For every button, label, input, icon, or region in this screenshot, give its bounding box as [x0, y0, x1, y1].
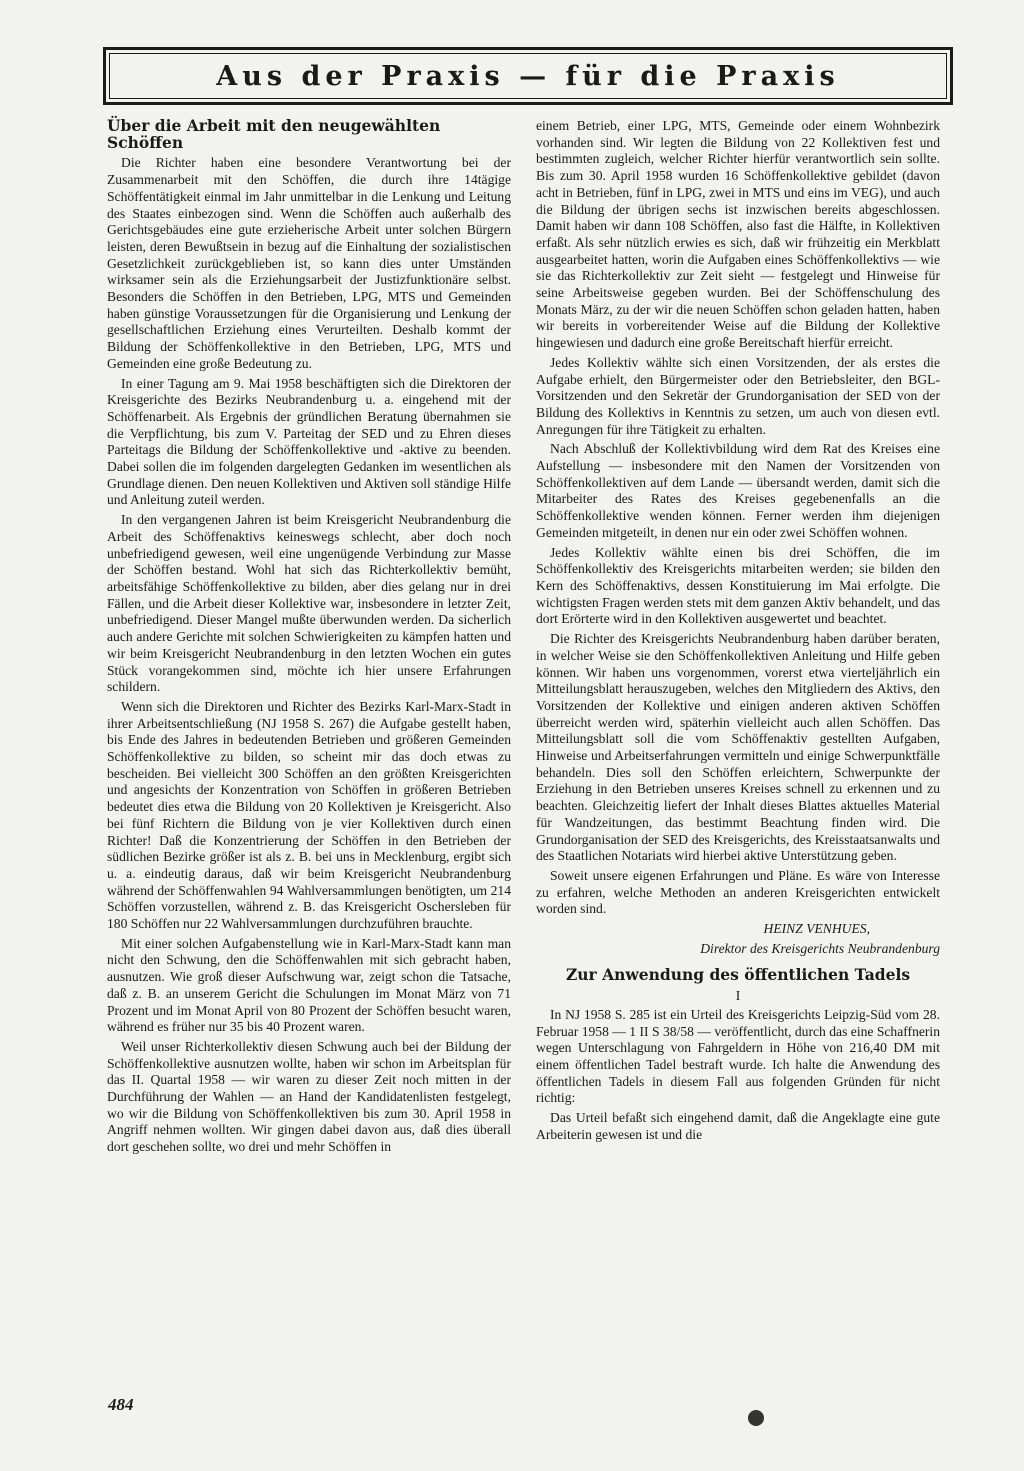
article-heading: Über die Arbeit mit den neugewählten Schöffen	[107, 116, 441, 152]
paragraph: Das Urteil befaßt sich eingehend damit, daß die Angeklagte eine gute Arbeiterin gewesen ist und die	[536, 1110, 940, 1142]
section-header-title: Aus der Praxis — für die Praxis	[216, 60, 840, 92]
paragraph: In einer Tagung am 9. Mai 1958 beschäftigten sich die Direktoren der Kreisgerichte des Bezirks Neubrandenburg u. a. eingehend mit der Schöffenarbeit. Als Ergebnis der gründlichen Beratung übernahmen sie die Verpflichtung, bis zum V. Parteitag der SED und zu Ehren dieses Parteitags die Bildung der Schöffenkollektive und -aktive zu beenden. Dabei sollen die im folgenden dargelegten Gedanken im wesentlichen als Grundlage dienen. Den neuen Kollektiven und Aktiven soll ständige Hilfe und Anleitung zuteil werden.	[107, 375, 511, 508]
paragraph: Weil unser Richterkollektiv diesen Schwung auch bei der Bildung der Schöffenkollektive ausnutzen wollte, haben wir schon im Arbeitsplan für das II. Quartal 1958 — wir waren zu dieser Zeit noch mitten in der Durchführung der Wahlen — an Hand der Kandidatenlisten festgelegt, wo wir die Bildung von Schöffenkollektiven bis zum 30. April 1958 in Angriff nehmen wollten. Wir gingen dabei davon aus, daß dies überall dort geschehen sollte, wo drei und mehr Schöffen in	[107, 1038, 511, 1155]
paragraph: Wenn sich die Direktoren und Richter des Bezirks Karl-Marx-Stadt in ihrer Arbeitsentschließung (NJ 1958 S. 267) die Aufgabe gestellt haben, bis Ende des Jahres in bedeutenden Betrieben und größeren Gemeinden Schöffenkollektive zu bilden, so scheint mir das doch etwas zu bescheiden. Bei vielleicht 300 Schöffen an den größten Kreisgerichten und angesichts der Konzentration von Schöffen in größeren Betrieben bedeutet dies etwa die Bildung von 20 Kollektiven je Kreisgericht. Also bei fünf Richtern die Bildung von je vier Kollektiven durch einen Richter! Daß die Konzentrierung der Schöffen in den Betrieben der südlichen Bezirke größer ist als z. B. bei uns in Mecklenburg, ergibt sich u. a. eindeutig daraus, daß wir beim Kreisgericht Neubrandenburg während der Schöffenwahlen 94 Wahlversammlungen benötigten, um 214 Schöffen vorzustellen, während z. B. das Kreisgericht Oschersleben für 180 Schöffen nur 22 Wahlversammlungen durchzuführen brauchte.	[107, 698, 511, 932]
left-column	[107, 118, 511, 1159]
paragraph: Mit einer solchen Aufgabenstellung wie in Karl-Marx-Stadt kann man nicht den Schwung, den die Schöffenwahlen mit sich gebracht haben, ausnutzen. Wie groß dieser Aufschwung war, zeigt schon die Tatsache, daß z. B. an unserem Gericht die Schulungen im Monat März von 71 Prozent und im Monat April von 80 Prozent der Schöffen besucht waren, während es früher nur 35 bis 40 Prozent waren.	[107, 935, 511, 1035]
paragraph: In den vergangenen Jahren ist beim Kreisgericht Neubrandenburg die Arbeit des Schöffenaktivs keineswegs schlecht, aber doch noch unbefriedigend gewesen, weil eine ungenügende Verbindung zur Masse der Schöffen bestand. Wohl hat sich das Richterkollektiv bemüht, arbeitsfähige Schöffenkollektive zu bilden, aber dies gelang nur in drei Fällen, und die Arbeit dieser Kollektive war, insbesondere in letzter Zeit, unbefriedigend. Dieser Mangel mußte überwunden werden. Da sicherlich auch andere Gerichte mit solchen Schwierigkeiten zu kämpfen hatten und wir beim Kreisgericht Neubrandenburg in den letzten Wochen ein gutes Stück vorangekommen sind, möchte ich hier unsere Erfahrungen schildern.	[107, 512, 511, 695]
paragraph: Die Richter haben eine besondere Verantwortung bei der Zusammenarbeit mit den Schöffen, die durch ihre 14tägige Schöffentätigkeit einmal im Jahr unmittelbar in die Lenkung und Leitung des Staates einbezogen sind. Wenn die Schöffen auch außerhalb des Gerichtsgebäudes eine gute erzieherische Arbeit unter solchen Bürgern leisten, deren Bewußtsein in bezug auf die Einhaltung der sozialistischen Gesetzlichkeit zurückgeblieben ist, so kann dies unter Umständen wirksamer sein als die Erziehungsarbeit der Justizfunktionäre selbst. Besonders die Schöffen in den Betrieben, LPG, MTS und Gemeinden haben günstige Voraussetzungen für die Organisierung und Lenkung der gesellschaftlichen Erziehung eines Verurteilten. Deshalb kommt der Bildung der Schöffenkollektive in den Betrieben, LPG, MTS und Gemeinden eine große Bedeutung zu.	[107, 155, 511, 371]
paragraph: Nach Abschluß der Kollektivbildung wird dem Rat des Kreises eine Aufstellung — insbesondere mit den Namen der Vorsitzenden von Schöffenkollektiven auf dem Lande — übersandt werden, damit sich die Mitarbeiter des Rates des Kreises gegebenenfalls an die Schöffenkollektive wenden können. Ferner werden ihm diejenigen Gemeinden mitgeteilt, in denen nur ein oder zwei Schöffen wohnen.	[536, 441, 940, 540]
page-number: 484	[108, 1395, 134, 1414]
author-name: HEINZ VENHUES,	[763, 921, 870, 937]
paragraph: Soweit unsere eigenen Erfahrungen und Pläne. Es wäre von Interesse zu erfahren, welche Methoden an anderen Kreisgerichten entwickelt worden sind.	[536, 867, 940, 917]
right-column	[536, 118, 940, 1146]
author-title: Direktor des Kreisgerichts Neubrandenburg	[700, 940, 940, 956]
paragraph: Die Richter des Kreisgerichts Neubrandenburg haben darüber beraten, in welcher Weise sie den Schöffenkollektiven Anleitung und Hilfe geben können. Wir haben uns vorgenommen, vorerst etwa vierteljährlich ein Mitteilungsblatt herauszugeben, welches den Mitgliedern des Aktivs, den Vorsitzenden der Kollektive und einigen anderen aktiven Schöffen überreicht werden wird, späterhin vielleicht auch allen Schöffen. Das Mitteilungsblatt soll die vom Schöffenaktiv gestellten Aufgaben, Hinweise und Arbeitserfahrungen vermitteln und einige Schwerpunktfälle behandeln. Dies soll den Schöffen erleichtern, Schwerpunkte der Erziehung in den Betrieben unseres Kreises schnell zu erkennen und zu beachten. Gleichzeitig liefert der Inhalt dieses Blattes aktuelles Material für Wandzeitungen, das bestimmt Beachtung finden wird. Die Grundorganisation der SED des Kreisgerichts, des Kreisstaatsanwalts und des Staatlichen Notariats wird hierbei aktive Unterstützung geben.	[536, 631, 940, 864]
section-number: I	[735, 988, 741, 1004]
section-header-box	[103, 47, 953, 105]
section-heading: Zur Anwendung des öffentlichen Tadels	[565, 965, 911, 985]
ink-spot	[748, 1410, 764, 1426]
paragraph: Jedes Kollektiv wählte einen bis drei Schöffen, die im Schöffenkollektiv des Kreisgerichts mitarbeiten werden; sie bilden den Kern des Schöffenaktivs, dessen Konstituierung im Mai erfolgte. Die wichtigsten Fragen werden stets mit dem ganzen Aktiv behandelt, und das dort Erörterte wird in den Kollektiven ausgewertet und beachtet.	[536, 544, 940, 627]
paragraph: Jedes Kollektiv wählte sich einen Vorsitzenden, der als erstes die Aufgabe erhielt, den Bürgermeister oder den Betriebsleiter, den BGL-Vorsitzenden und den Sekretär der Grundorganisation der SED von der Bildung des Kollektivs in Kenntnis zu setzen, um auch von diesen evtl. Anregungen für ihre Tätigkeit zu erhalten.	[536, 354, 940, 437]
paragraph: In NJ 1958 S. 285 ist ein Urteil des Kreisgerichts Leipzig-Süd vom 28. Februar 1958 — 1 II S 38/58 — veröffentlicht, durch das eine Schaffnerin wegen Unterschlagung von Fahrgeldern in Höhe von 216,40 DM mit einem öffentlichen Tadel bestraft wurde. Ich halte die Anwendung des öffentlichen Tadels in diesem Fall aus folgenden Gründen für nicht richtig:	[536, 1006, 940, 1106]
paragraph: einem Betrieb, einer LPG, MTS, Gemeinde oder einem Wohnbezirk vorhanden sind. Wir legten die Bildung von 22 Kollektiven fest und bestimmten zugleich, welcher Richter hierfür verantwortlich sein sollte. Bis zum 30. April 1958 wurden 16 Schöffenkollektive gebildet (davon acht in Betrieben, fünf in LPG, zwei in MTS und eins im VEG), und auch die Bildung der übrigen sechs ist inzwischen bereits abgeschlossen. Damit haben wir dann 108 Schöffen, also fast die Hälfte, in Kollektiven erfaßt. Als sehr nützlich erwies es sich, daß wir frühzeitig ein Merkblatt ausgearbeitet hatten, worin die Aufgaben eines Schöffenkollektivs — wie sie das Richterkollektiv zur Zeit sieht — festgelegt und Hinweise für seine Arbeitsweise gegeben wurden. Bei der Schöffenschulung des Monats März, zu der wir die neuen Schöffen schon geladen hatten, haben wir bereits in vorbereitender Weise auf die Bildung der Kollektive hingewiesen und dadurch eine große Bereitschaft hierfür erreicht.	[536, 118, 940, 351]
